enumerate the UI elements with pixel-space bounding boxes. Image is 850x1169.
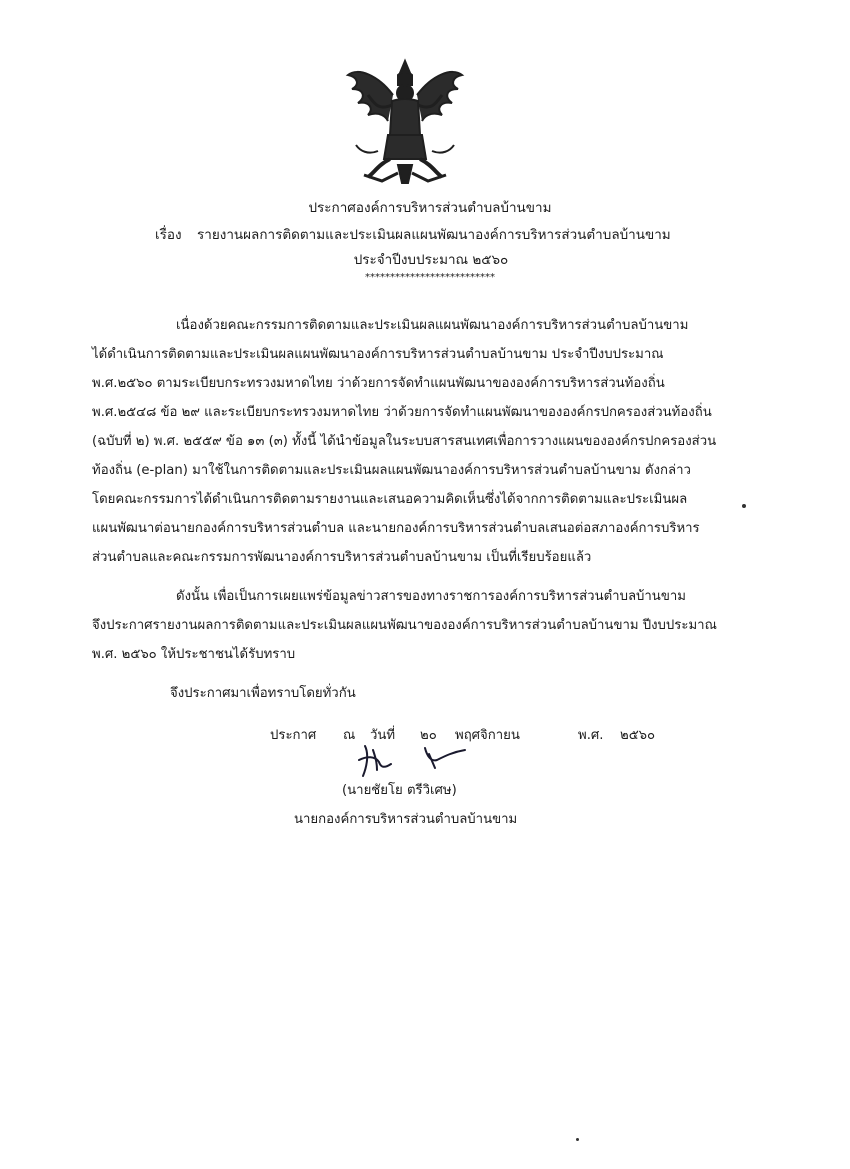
paragraph1-line: เนื่องด้วยคณะกรรมการติดตามและประเมินผลแผนพัฒนาองค์การบริหารส่วนตำบลบ้านขาม <box>176 318 689 333</box>
scan-dot <box>742 504 746 508</box>
paragraph2-line: จึงประกาศรายงานผลการติดตามและประเมินผลแผนพัฒนาขององค์การบริหารส่วนตำบลบ้านขาม ปีงบประมาณ <box>92 618 717 633</box>
date-at-label: ณ <box>343 728 356 743</box>
subject-label: เรื่อง <box>155 227 182 243</box>
date-year: ๒๕๖๐ <box>620 728 656 743</box>
paragraph2-line: ดังนั้น เพื่อเป็นการเผยแพร่ข้อมูลข่าวสารของทางราชการองค์การบริหารส่วนตำบลบ้านขาม <box>176 589 686 604</box>
paragraph2-line: พ.ศ. ๒๕๖๐ ให้ประชาชนได้รับทราบ <box>92 647 296 662</box>
scan-dot <box>576 1138 579 1141</box>
garuda-emblem-icon <box>338 55 472 187</box>
date-year-label: พ.ศ. <box>578 728 604 743</box>
date-day: ๒๐ <box>420 728 437 743</box>
paragraph1-line: พ.ศ.๒๕๖๐ ตามระเบียบกระทรวงมหาดไทย ว่าด้วยการจัดทำแผนพัฒนาขององค์การบริหารส่วนท้องถิ่น <box>92 376 665 391</box>
date-day-label: วันที่ <box>370 728 396 743</box>
paragraph1-line: แผนพัฒนาต่อนายกองค์การบริหารส่วนตำบล และนายกองค์การบริหารส่วนตำบลเสนอต่อสภาองค์การบริหาร <box>92 521 700 536</box>
closing-line: จึงประกาศมาเพื่อทราบโดยทั่วกัน <box>170 686 356 701</box>
paragraph1-line: โดยคณะกรรมการได้ดำเนินการติดตามรายงานและเสนอความคิดเห็นซึ่งได้จากการติดตามและประเมินผล <box>92 492 688 507</box>
paragraph1-line: ท้องถิ่น (e-plan) มาใช้ในการติดตามและประเมินผลแผนพัฒนาองค์การบริหารส่วนตำบลบ้านขาม ดังกล่าว <box>92 463 691 478</box>
date-month: พฤศจิกายน <box>455 728 520 743</box>
announcement-title: ประกาศองค์การบริหารส่วนตำบลบ้านขาม <box>308 200 552 216</box>
signatory-position: นายกองค์การบริหารส่วนตำบลบ้านขาม <box>294 812 518 827</box>
handwritten-signature <box>355 740 475 780</box>
fiscal-year-line: ประจำปีงบประมาณ ๒๕๖๐ <box>353 252 509 268</box>
paragraph1-line: ส่วนตำบลและคณะกรรมการพัฒนาองค์การบริหารส่วนตำบลบ้านขาม เป็นที่เรียบร้อยแล้ว <box>92 550 592 565</box>
paragraph1-line: ได้ดำเนินการติดตามและประเมินผลแผนพัฒนาองค์การบริหารส่วนตำบลบ้านขาม ประจำปีงบประมาณ <box>92 347 664 362</box>
subject-text: รายงานผลการติดตามและประเมินผลแผนพัฒนาองค์การบริหารส่วนตำบลบ้านขาม <box>197 227 671 243</box>
paragraph1-line: (ฉบับที่ ๒) พ.ศ. ๒๕๕๙ ข้อ ๑๓ (๓) ทั้งนี้ ได้นำข้อมูลในระบบสารสนเทศเพื่อการวางแผนขององค์กรปกครองส่วน <box>92 434 717 449</box>
date-announced-label: ประกาศ <box>270 728 317 743</box>
subject-line <box>155 225 755 245</box>
paragraph1-line: พ.ศ.๒๕๔๘ ข้อ ๒๙ และระเบียบกระทรวงมหาดไทย ว่าด้วยการจัดทำแผนพัฒนาขององค์กรปกครองส่วนท้องถิ่น <box>92 405 712 420</box>
header-divider: ************************** <box>365 272 495 283</box>
signatory-name: (นายชัยโย ตรีวิเศษ) <box>342 783 457 798</box>
